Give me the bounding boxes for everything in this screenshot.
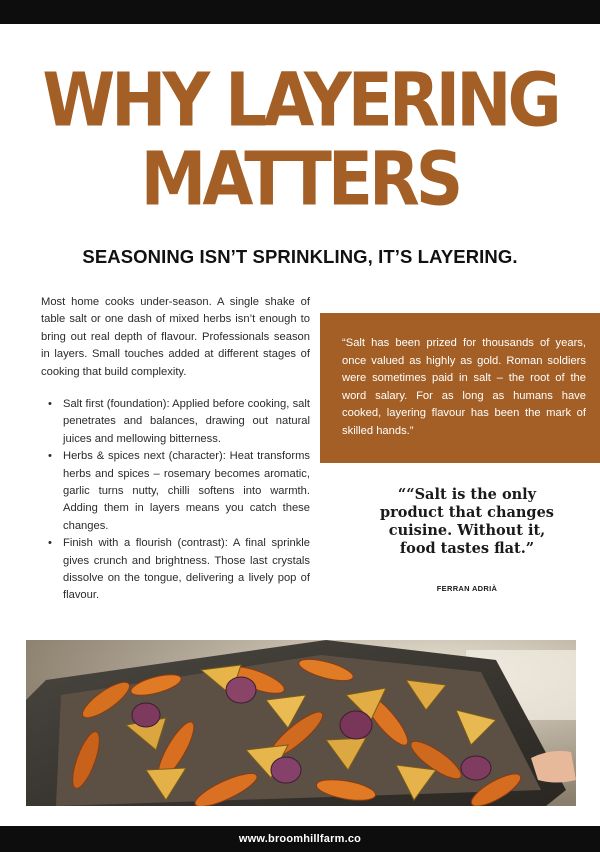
list-item-text: Salt first (foundation): Applied before cooking, salt penetrates and balances, drawing out natural juices and mellowing bitterness.: [63, 398, 310, 445]
seasoning-steps-list: [41, 396, 310, 605]
list-item: [41, 448, 310, 535]
footer-website-link[interactable]: www.broomhillfarm.co: [238, 833, 362, 845]
bullet-icon: •: [48, 537, 52, 550]
list-item: [41, 535, 310, 605]
top-bar: [0, 0, 600, 24]
quote-attribution: FERRAN ADRIÀ: [436, 584, 498, 593]
bullet-icon: •: [48, 398, 52, 410]
bullet-icon: •: [48, 450, 52, 463]
salt-history-callout: [320, 313, 600, 463]
pull-quote: ““Salt is the only product that changes cuisine. Without it, food tastes flat.”: [380, 486, 554, 557]
page-title-line-1: WHY LAYERING: [42, 57, 558, 144]
list-item-text: Herbs & spices next (character): Heat transforms herbs and spices – rosemary becomes aromatic, garlic turns nutty, chilli softens into warmth. Adding them in layers means you catch these changes.: [63, 450, 310, 532]
list-item-text: Finish with a flourish (contrast): A final sprinkle gives crunch and brightness. Those last crystals dissolve on the tongue, delivering a lively pop of flavour.: [63, 537, 310, 602]
intro-paragraph: [41, 294, 310, 381]
page-title-line-2: MATTERS: [140, 136, 460, 223]
callout-text: “Salt has been prized for thousands of years, once valued as highly as gold. Roman soldiers were sometimes paid in salt – the root of the word salary. For as long as humans have cooked, layering flavour has been the mark of skilled hands.”: [342, 337, 586, 437]
roasted-vegetables-illustration: [26, 640, 576, 806]
footer-bar: [0, 826, 600, 852]
roasted-vegetables-photo: [26, 640, 576, 806]
list-item: [41, 396, 310, 448]
page-subtitle: SEASONING ISN’T SPRINKLING, IT’S LAYERING.: [82, 246, 518, 267]
intro-text: Most home cooks under-season. A single shake of table salt or one dash of mixed herbs isn’t enough to bring out real depth of flavour. Professionals season in layers. Small touches added at different stages of cooking that build complexity.: [41, 296, 310, 378]
